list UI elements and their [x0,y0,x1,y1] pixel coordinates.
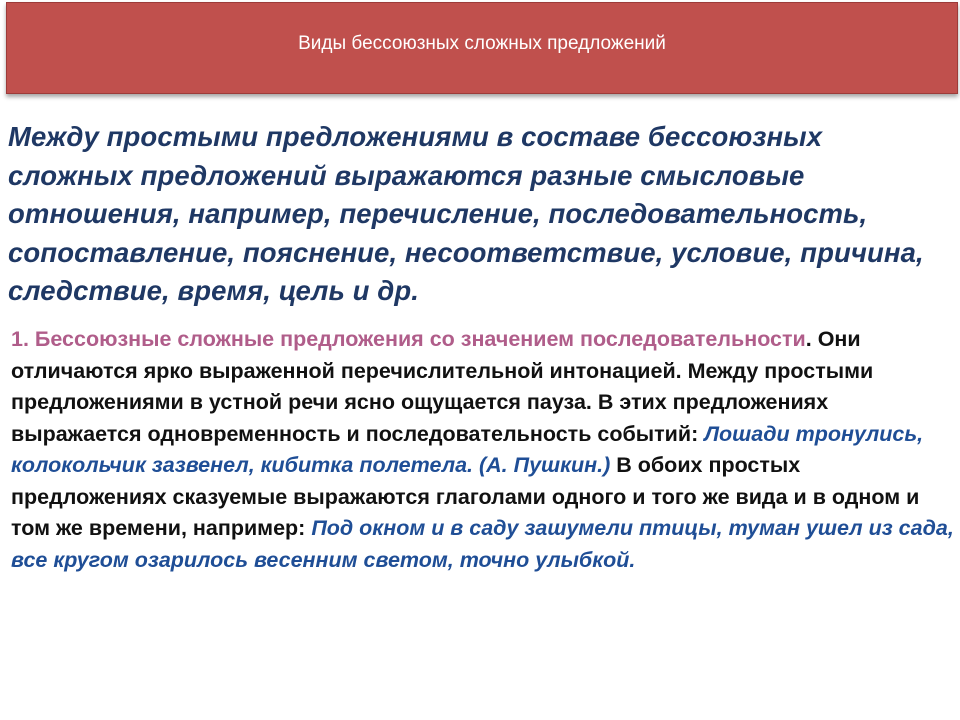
section-1-heading: 1. Бессоюзные сложные предложения со значением последовательности [11,327,806,351]
slide-title: Виды бессоюзных сложных предложений [298,33,666,54]
section-1-text-2: В обоих простых предложениях сказуемые выражаются глаголами одного и того же вида и в одном и том же времени, например: [11,453,920,540]
section-1-text-1: . Они отличаются ярко выраженной перечислительной интонацией. Между простыми предложениями в устной речи ясно ощущается пауза. В этих предложениях выражается одновременность и последовательность событий: [11,327,874,446]
title-bar [6,2,958,94]
intro-paragraph: Между простыми предложениями в составе бессоюзных сложных предложений выражаются разные смысловые отношения, например, перечисление, последовательность, сопоставление, пояснение, несоответствие, условие, причина, следствие, время, цель и др. [8,121,924,306]
section-1-paragraph [11,324,956,576]
section-1-example-2: Под окном и в саду зашумели птицы, туман ушел из сада, все кругом озарилось весенним светом, точно улыбкой. [11,516,954,572]
section-1-example-1: Лошади тронулись, колокольчик зазвенел, кибитка полетела. (А. Пушкин.) [11,421,924,477]
